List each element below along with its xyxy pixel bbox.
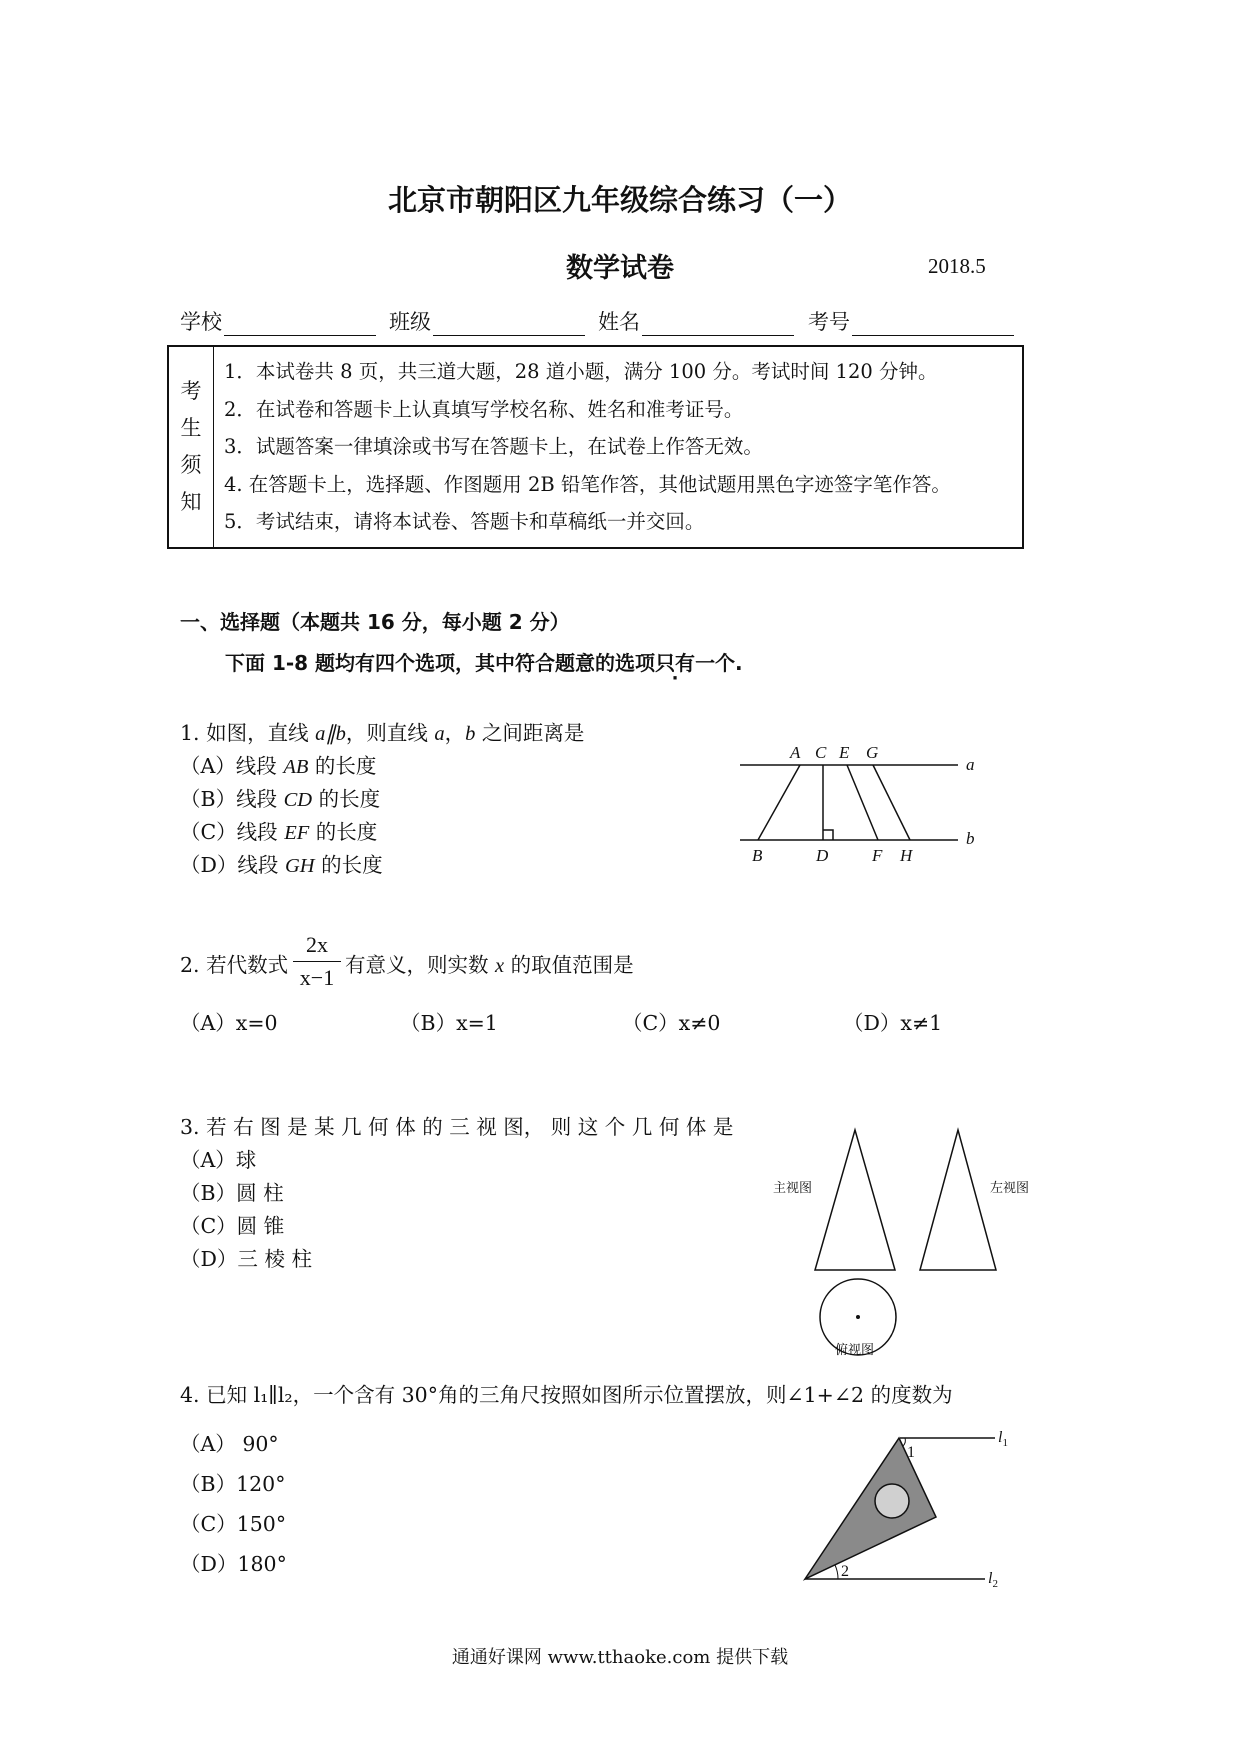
segment-ef bbox=[847, 765, 878, 840]
school-blank[interactable] bbox=[224, 313, 376, 336]
angle-2-label: 2 bbox=[841, 1563, 849, 1580]
exam-title: 北京市朝阳区九年级综合练习（一） bbox=[387, 183, 852, 217]
q4-option-d[interactable]: （D）180° bbox=[180, 1552, 287, 1576]
label-line-a: a bbox=[966, 755, 975, 774]
triangle-ruler bbox=[805, 1438, 936, 1579]
section-instruction: 下面 1-8 题均有四个选项，其中符合题意的选项只有一个. bbox=[225, 651, 743, 675]
label-a-point: A bbox=[790, 743, 801, 762]
candidate-notice-box bbox=[167, 345, 1024, 549]
notice-item: 2．在试卷和答题卡上认真填写学校名称、姓名和准考证号。 bbox=[224, 397, 744, 421]
label-g-point: G bbox=[866, 743, 879, 762]
segment-gh bbox=[873, 765, 910, 840]
exam-subject: 数学试卷 bbox=[566, 253, 674, 284]
front-view-triangle bbox=[815, 1130, 895, 1270]
left-view-triangle bbox=[920, 1130, 996, 1270]
label-c-point: C bbox=[815, 743, 827, 762]
l1-label: $l_1$ bbox=[998, 1429, 1008, 1449]
name-blank[interactable] bbox=[642, 313, 794, 336]
q1-option-c[interactable]: （C）线段 EF 的长度 bbox=[180, 820, 378, 844]
label-d-point: D bbox=[816, 846, 829, 865]
q2-fraction bbox=[293, 932, 341, 991]
notice-item: 1．本试卷共 8 页，共三道大题，28 道小题，满分 100 分。考试时间 120 分钟。 bbox=[224, 360, 938, 383]
question-2-stem-tail: 有意义，则实数 x 的取值范围是 bbox=[345, 953, 634, 977]
q3-three-view-figure bbox=[770, 1120, 1050, 1360]
notice-item: 5．考试结束，请将本试卷、答题卡和草稿纸一并交回。 bbox=[224, 510, 705, 533]
q1-parallel-lines-figure bbox=[730, 740, 1000, 870]
question-4-stem: 4. 已知 l₁∥l₂，一个含有 30°角的三角尺按照如图所示位置摆放，则∠1+∠2 的度数为 bbox=[180, 1383, 953, 1407]
class-label: 班级 bbox=[389, 310, 431, 334]
name-label: 姓名 bbox=[598, 310, 640, 334]
label-f-point: F bbox=[872, 846, 883, 865]
label-e-point: E bbox=[839, 743, 850, 762]
right-angle-mark bbox=[823, 830, 833, 840]
class-field[interactable] bbox=[389, 306, 585, 336]
l2-label: $l_2$ bbox=[988, 1570, 998, 1590]
exam-number-label: 考号 bbox=[808, 310, 850, 334]
question-3-stem: 3. 若 右 图 是 某 几 何 体 的 三 视 图， 则 这 个 几 何 体 是 bbox=[180, 1115, 734, 1139]
top-view-label: 俯视图 bbox=[835, 1342, 875, 1357]
q4-option-b[interactable]: （B）120° bbox=[180, 1472, 286, 1496]
q2-option-a[interactable]: （A）x=0 bbox=[180, 1011, 278, 1035]
notice-items bbox=[214, 346, 1024, 548]
notice-item: 3．试题答案一律填涂或书写在答题卡上，在试卷上作答无效。 bbox=[224, 435, 763, 458]
q1-option-a[interactable]: （A）线段 AB 的长度 bbox=[180, 754, 377, 778]
q1-option-b[interactable]: （B）线段 CD 的长度 bbox=[180, 787, 381, 811]
label-h-point: H bbox=[900, 846, 913, 865]
class-blank[interactable] bbox=[433, 313, 585, 336]
q3-option-d[interactable]: （D）三 棱 柱 bbox=[180, 1247, 312, 1271]
exam-date: 2018.5 bbox=[928, 254, 986, 278]
angle-2-arc bbox=[835, 1565, 838, 1579]
angle-1-arc bbox=[903, 1438, 905, 1446]
notice-heading: 考 生 须 知 bbox=[168, 346, 214, 548]
q4-option-c[interactable]: （C）150° bbox=[180, 1512, 287, 1536]
q1-option-d[interactable]: （D）线段 GH 的长度 bbox=[180, 853, 383, 877]
q2-option-d[interactable]: （D）x≠1 bbox=[843, 1011, 943, 1035]
top-view-center-dot bbox=[856, 1315, 860, 1319]
q4-option-a[interactable]: （A） 90° bbox=[180, 1432, 279, 1456]
emphasized-only: 只有 bbox=[655, 651, 696, 675]
notice-item: 4. 在答题卡上，选择题、作图题用 2B 铅笔作答，其他试题用黑色字迹签字笔作答。 bbox=[224, 472, 951, 496]
question-2-stem: 2. 若代数式 bbox=[180, 953, 289, 977]
q2-option-c[interactable]: （C）x≠0 bbox=[622, 1011, 721, 1035]
q4-set-square-figure bbox=[790, 1425, 1030, 1590]
q3-option-b[interactable]: （B）圆 柱 bbox=[180, 1181, 284, 1205]
angle-1-label: 1 bbox=[907, 1444, 915, 1461]
left-view-label: 左视图 bbox=[990, 1180, 1030, 1195]
footer-watermark: 通通好课网 www.tthaoke.com 提供下载 bbox=[451, 1647, 789, 1668]
ruler-hole bbox=[875, 1484, 909, 1518]
q3-option-c[interactable]: （C）圆 锥 bbox=[180, 1214, 285, 1238]
question-1-stem: 1. 如图，直线 a∥b，则直线 a，b 之间距离是 bbox=[180, 721, 585, 745]
school-field[interactable] bbox=[180, 306, 376, 336]
fraction-numerator: 2x bbox=[293, 932, 341, 962]
segment-ab bbox=[758, 765, 800, 840]
exam-number-field[interactable] bbox=[808, 306, 1014, 336]
fraction-denominator: x−1 bbox=[299, 965, 335, 990]
q2-option-b[interactable]: （B）x=1 bbox=[400, 1011, 498, 1035]
section-heading: 一、选择题（本题共 16 分，每小题 2 分） bbox=[180, 610, 570, 634]
label-line-b: b bbox=[966, 829, 975, 848]
name-field[interactable] bbox=[598, 306, 794, 336]
school-label: 学校 bbox=[180, 310, 222, 334]
q3-option-a[interactable]: （A）球 bbox=[180, 1148, 257, 1172]
label-b-point: B bbox=[752, 846, 763, 865]
exam-number-blank[interactable] bbox=[852, 313, 1014, 336]
front-view-label: 主视图 bbox=[773, 1180, 813, 1195]
